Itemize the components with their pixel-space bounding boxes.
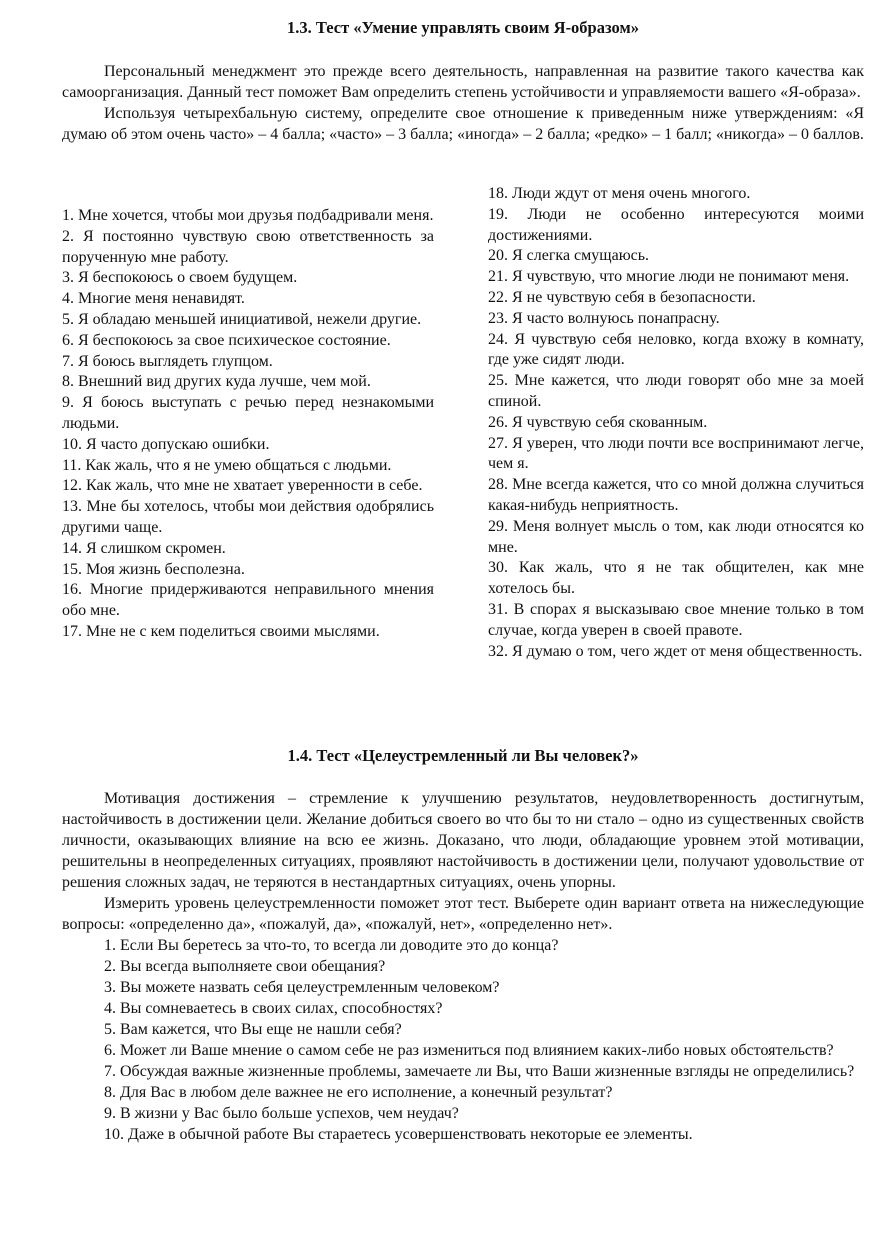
statement-item: 1. Мне хочется, чтобы мои друзья подбадривали меня. — [62, 207, 434, 224]
statement-item: 4. Многие меня ненавидят. — [62, 290, 245, 308]
section-1-intro — [62, 61, 864, 145]
question-item: 10. Даже в обычной работе Вы стараетесь усовершенствовать некоторые ее элементы. — [104, 1126, 693, 1143]
section-1-paragraph-1: Персональный менеджмент это прежде всего деятельность, направленная на развитие такого качества как самоорганизация. Данный тест поможет Вам определить степень устойчивости и управляемости вашего «Я-образа». — [62, 63, 864, 101]
statement-item: 21. Я чувствую, что многие люди не понимают меня. — [488, 268, 850, 286]
statement-item: 27. Я уверен, что люди почти все воспринимают легче, чем я. — [488, 434, 864, 473]
question-item: 6. Может ли Ваше мнение о самом себе не раз измениться под влиянием каких-либо новых обстоятельств? — [104, 1042, 834, 1059]
section-2-body — [62, 788, 864, 1145]
statement-item: 30. Как жаль, что я не так общителен, как мне хотелось бы. — [488, 559, 864, 598]
statement-item: 8. Внешний вид других куда лучше, чем мой. — [62, 373, 371, 391]
statement-item: 19. Люди не особенно интересуются моими достижениями. — [488, 205, 864, 244]
statements-right-column — [488, 184, 864, 662]
question-item: 2. Вы всегда выполняете свои обещания? — [104, 958, 386, 975]
question-item: 7. Обсуждая важные жизненные проблемы, замечаете ли Вы, что Ваши жизненные взгляды не определились? — [104, 1063, 855, 1080]
statement-item: 23. Я часто волнуюсь понапрасну. — [488, 309, 720, 327]
statement-item: 9. Я боюсь выступать с речью перед незнакомыми людьми. — [62, 394, 434, 432]
statement-item: 14. Я слишком скромен. — [62, 539, 226, 557]
question-item: 4. Вы сомневаетесь в своих силах, способностях? — [104, 1000, 443, 1017]
statement-item: 24. Я чувствую себя неловко, когда вхожу в комнату, где уже сидят люди. — [488, 330, 864, 369]
statement-item: 6. Я беспокоюсь за свое психическое состояние. — [62, 331, 391, 349]
statement-item: 16. Многие придерживаются неправильного мнения обо мне. — [62, 581, 434, 620]
statement-item: 2. Я постоянно чувствую свою ответственность за порученную мне работу. — [62, 227, 434, 266]
section-2-paragraph-2: Измерить уровень целеустремленности поможет этот тест. Выберете один вариант ответа на нижеследующие вопросы: «определенно да», «пожалуй, да», «пожалуй, нет», «определенно нет». — [62, 895, 864, 933]
question-item: 5. Вам кажется, что Вы еще не нашли себя? — [104, 1021, 402, 1038]
statement-item: 18. Люди ждут от меня очень многого. — [488, 185, 751, 202]
statement-item: 17. Мне не с кем поделиться своими мыслями. — [62, 622, 380, 640]
statement-item: 10. Я часто допускаю ошибки. — [62, 435, 270, 453]
statement-item: 25. Мне кажется, что люди говорят обо мне за моей спиной. — [488, 372, 864, 410]
statement-item: 31. В спорах я высказываю свое мнение только в том случае, когда уверен в своей правоте. — [488, 600, 864, 639]
statement-item: 5. Я обладаю меньшей инициативой, нежели другие. — [62, 310, 422, 328]
section-2-title: 1.4. Тест «Целеустремленный ли Вы человек?» — [287, 746, 639, 765]
statement-item: 13. Мне бы хотелось, чтобы мои действия одобрялись другими чаще. — [62, 498, 434, 536]
question-item: 1. Если Вы беретесь за что-то, то всегда ли доводите это до конца? — [104, 937, 559, 954]
question-item: 8. Для Вас в любом деле важнее не его исполнение, а конечный результат? — [104, 1084, 613, 1101]
statement-item: 3. Я беспокоюсь о своем будущем. — [62, 269, 298, 287]
statements-left-column — [62, 206, 434, 643]
statement-item: 22. Я не чувствую себя в безопасности. — [488, 288, 756, 306]
question-item: 3. Вы можете назвать себя целеустремленным человеком? — [104, 979, 500, 996]
question-item: 9. В жизни у Вас было больше успехов, чем неудач? — [104, 1105, 459, 1122]
statement-item: 12. Как жаль, что мне не хватает уверенности в себе. — [62, 477, 423, 495]
section-2-paragraph-1: Мотивация достижения – стремление к улучшению результатов, неудовлетворенность достигнутым, настойчивость в достижении цели. Желание добиться своего во что бы то ни стало – одно из существенных свойств личности, оказывающих влияние на всю ее жизнь. Доказано, что люди, обладающие уровнем этой мотивации, решительны в неопределенных ситуациях, проявляют настойчивость в достижении цели, получают удовольствие от решения сложных задач, не теряются в нестандартных ситуациях, очень упорны. — [62, 790, 864, 891]
statement-item: 11. Как жаль, что я не умею общаться с людьми. — [62, 456, 392, 474]
section-1-title: 1.3. Тест «Умение управлять своим Я-образом» — [287, 18, 639, 37]
statement-item: 7. Я боюсь выглядеть глупцом. — [62, 352, 273, 370]
statement-item: 29. Меня волнует мысль о том, как люди относятся ко мне. — [488, 517, 864, 556]
statement-item: 20. Я слегка смущаюсь. — [488, 247, 650, 265]
statement-item: 26. Я чувствую себя скованным. — [488, 413, 708, 431]
statement-item: 32. Я думаю о том, чего ждет от меня общественность. — [488, 642, 863, 660]
statement-item: 28. Мне всегда кажется, что со мной должна случиться какая-нибудь неприятность. — [488, 476, 864, 514]
section-1-paragraph-2: Используя четырехбальную систему, определите свое отношение к приведенным ниже утверждениям: «Я думаю об этом очень часто» – 4 балла; «часто» – 3 балла; «иногда» – 2 балла; «редко» – 1 балл; «никогда» – 0 баллов. — [62, 105, 864, 143]
statement-item: 15. Моя жизнь бесполезна. — [62, 560, 245, 578]
